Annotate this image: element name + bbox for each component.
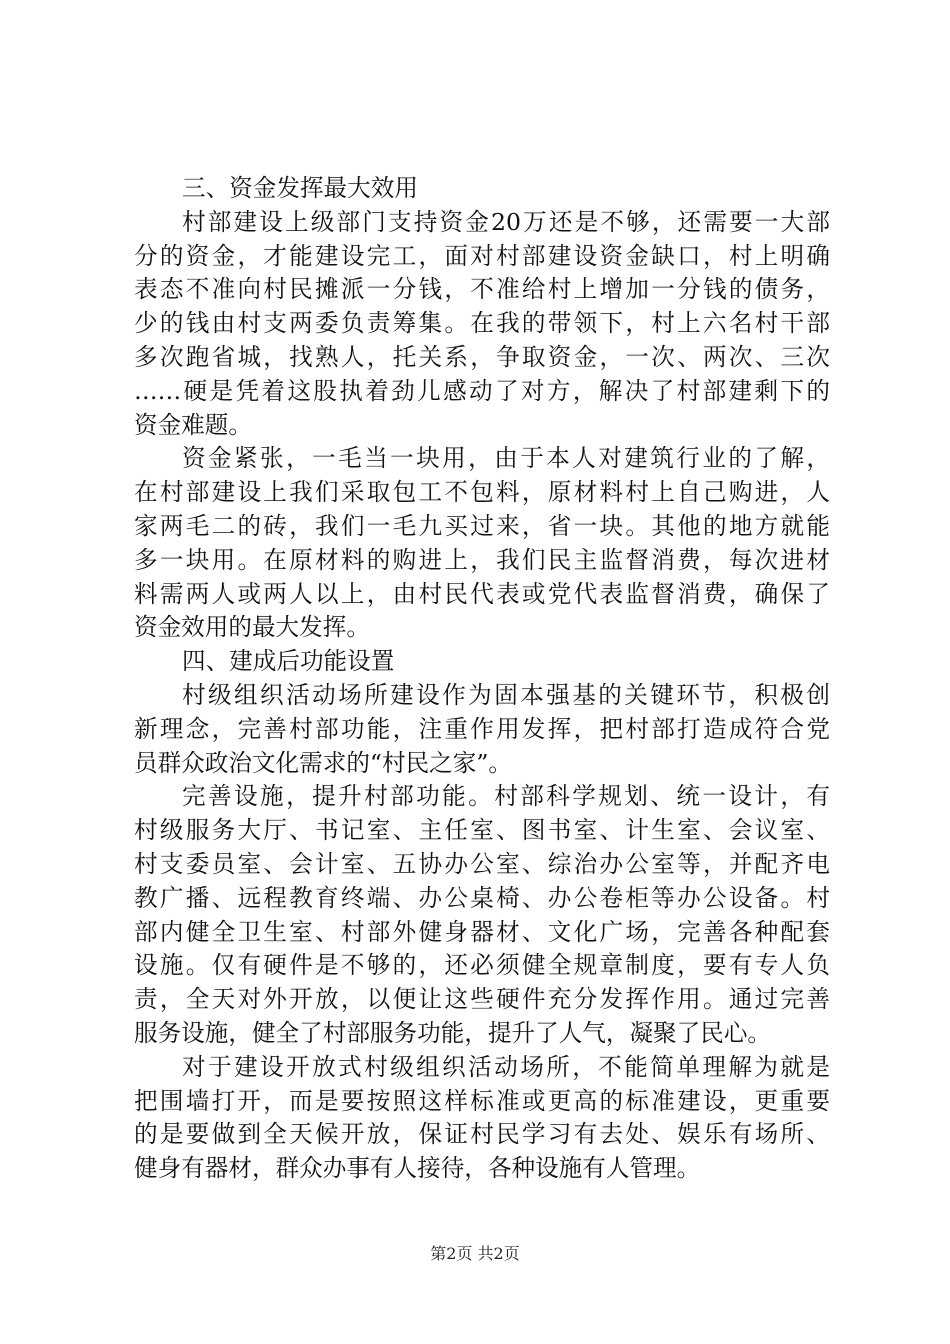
text-line: 多次跑省城，找熟人，托关系，争取资金，一次、两次、三次 — [134, 342, 830, 371]
text-line: 村级组织活动场所建设作为固本强基的关键环节，积极创 — [182, 680, 830, 709]
text-line: 服务设施，健全了村部服务功能，提升了人气，凝聚了民心。 — [134, 1018, 772, 1047]
text-line: ……硬是凭着这股执着劲儿感动了对方，解决了村部建剩下的 — [134, 376, 830, 405]
text-line: 健身有器材，群众办事有人接待，各种设施有人管理。 — [134, 1154, 701, 1183]
text-line: 料需两人或两人以上，由村民代表或党代表监督消费，确保了 — [134, 579, 830, 608]
text-line: 表态不准向村民摊派一分钱，不准给村上增加一分钱的债务， — [134, 275, 830, 304]
text-line: 把围墙打开，而是要按照这样标准或更高的标准建设，更重要 — [134, 1086, 830, 1115]
text-line: 四、建成后功能设置 — [182, 647, 395, 676]
text-line: 少的钱由村支两委负责筹集。在我的带领下，村上六名村干部 — [134, 309, 830, 338]
text-line: 在村部建设上我们采取包工不包料，原材料村上自己购进，人 — [134, 478, 830, 507]
text-line: 员群众政治文化需求的“村民之家”。 — [134, 748, 513, 777]
text-line: 责，全天对外开放，以便让这些硬件充分发挥作用。通过完善 — [134, 985, 830, 1014]
text-line: 完善设施，提升村部功能。村部科学规划、统一设计，有 — [182, 782, 830, 811]
text-line: 家两毛二的砖，我们一毛九买过来，省一块。其他的地方就能 — [134, 511, 830, 540]
text-line: 村级服务大厅、书记室、主任室、图书室、计生室、会议室、 — [134, 816, 830, 845]
text-line: 新理念，完善村部功能，注重作用发挥，把村部打造成符合党 — [134, 714, 830, 743]
text-line: 资金难题。 — [134, 410, 252, 439]
text-line: 资金紧张，一毛当一块用，由于本人对建筑行业的了解， — [182, 444, 830, 473]
text-line: 教广播、远程教育终端、办公桌椅、办公卷柜等办公设备。村 — [134, 883, 830, 912]
text-line: 分的资金，才能建设完工，面对村部建设资金缺口，村上明确 — [134, 241, 830, 270]
text-line: 的是要做到全天候开放，保证村民学习有去处、娱乐有场所、 — [134, 1120, 830, 1149]
text-line: 设施。仅有硬件是不够的，还必须健全规章制度，要有专人负 — [134, 951, 830, 980]
text-line: 资金效用的最大发挥。 — [134, 613, 370, 642]
text-line: 部内健全卫生室、村部外健身器材、文化广场，完善各种配套 — [134, 917, 830, 946]
page-footer — [0, 1244, 950, 1264]
text-line: 多一块用。在原材料的购进上，我们民主监督消费，每次进材 — [134, 545, 830, 574]
document-body — [134, 172, 830, 1186]
text-line: 村支委员室、会计室、五协办公室、综治办公室等，并配齐电 — [134, 849, 830, 878]
text-line: 对于建设开放式村级组织活动场所，不能简单理解为就是 — [182, 1052, 830, 1081]
text-line: 三、资金发挥最大效用 — [182, 174, 418, 202]
text-line: 村部建设上级部门支持资金20万还是不够，还需要一大部 — [182, 207, 830, 236]
page-number-label: 第2页 共2页 — [430, 1244, 520, 1263]
